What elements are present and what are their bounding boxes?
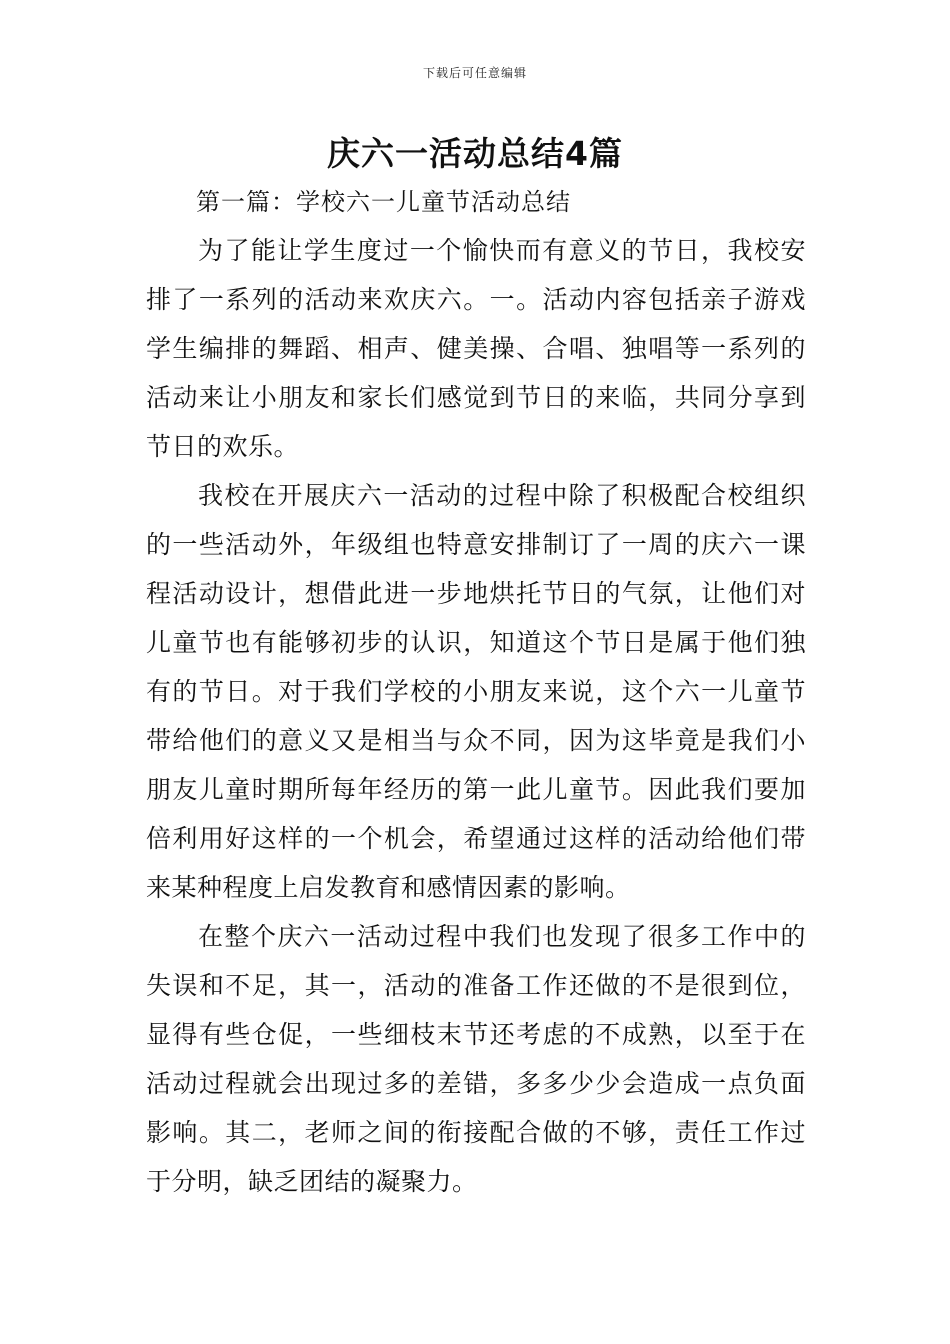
document-title: 庆六一活动总结4篇 bbox=[327, 134, 623, 173]
section-heading: 第一篇：学校六一儿童节活动总结 bbox=[196, 188, 571, 216]
paragraph: 在整个庆六一活动过程中我们也发现了很多工作中的失误和不足，其一，活动的准备工作还做的不是很到位，显得有些仓促，一些细枝末节还考虑的不成熟，以至于在活动过程就会出现过多的差错，多多少少会造成一点负面影响。其二，老师之间的衔接配合做的不够，责任工作过于分明，缺乏团结的凝聚力。 bbox=[146, 922, 806, 1196]
header-note: 下载后可任意编辑 bbox=[422, 66, 527, 80]
document-body bbox=[146, 226, 806, 1206]
paragraph: 为了能让学生度过一个愉快而有意义的节日，我校安排了一系列的活动来欢庆六。一。活动内容包括亲子游戏学生编排的舞蹈、相声、健美操、合唱、独唱等一系列的活动来让小朋友和家长们感觉到节日的来临，共同分享到节日的欢乐。 bbox=[146, 236, 806, 461]
paragraph: 我校在开展庆六一活动的过程中除了积极配合校组织的一些活动外，年级组也特意安排制订了一周的庆六一课程活动设计，想借此进一步地烘托节日的气氛，让他们对儿童节也有能够初步的认识，知道这个节日是属于他们独有的节日。对于我们学校的小朋友来说，这个六一儿童节带给他们的意义又是相当与众不同，因为这毕竟是我们小朋友儿童时期所每年经历的第一此儿童节。因此我们要加倍利用好这样的一个机会，希望通过这样的活动给他们带来某种程度上启发教育和感情因素的影响。 bbox=[146, 481, 806, 902]
